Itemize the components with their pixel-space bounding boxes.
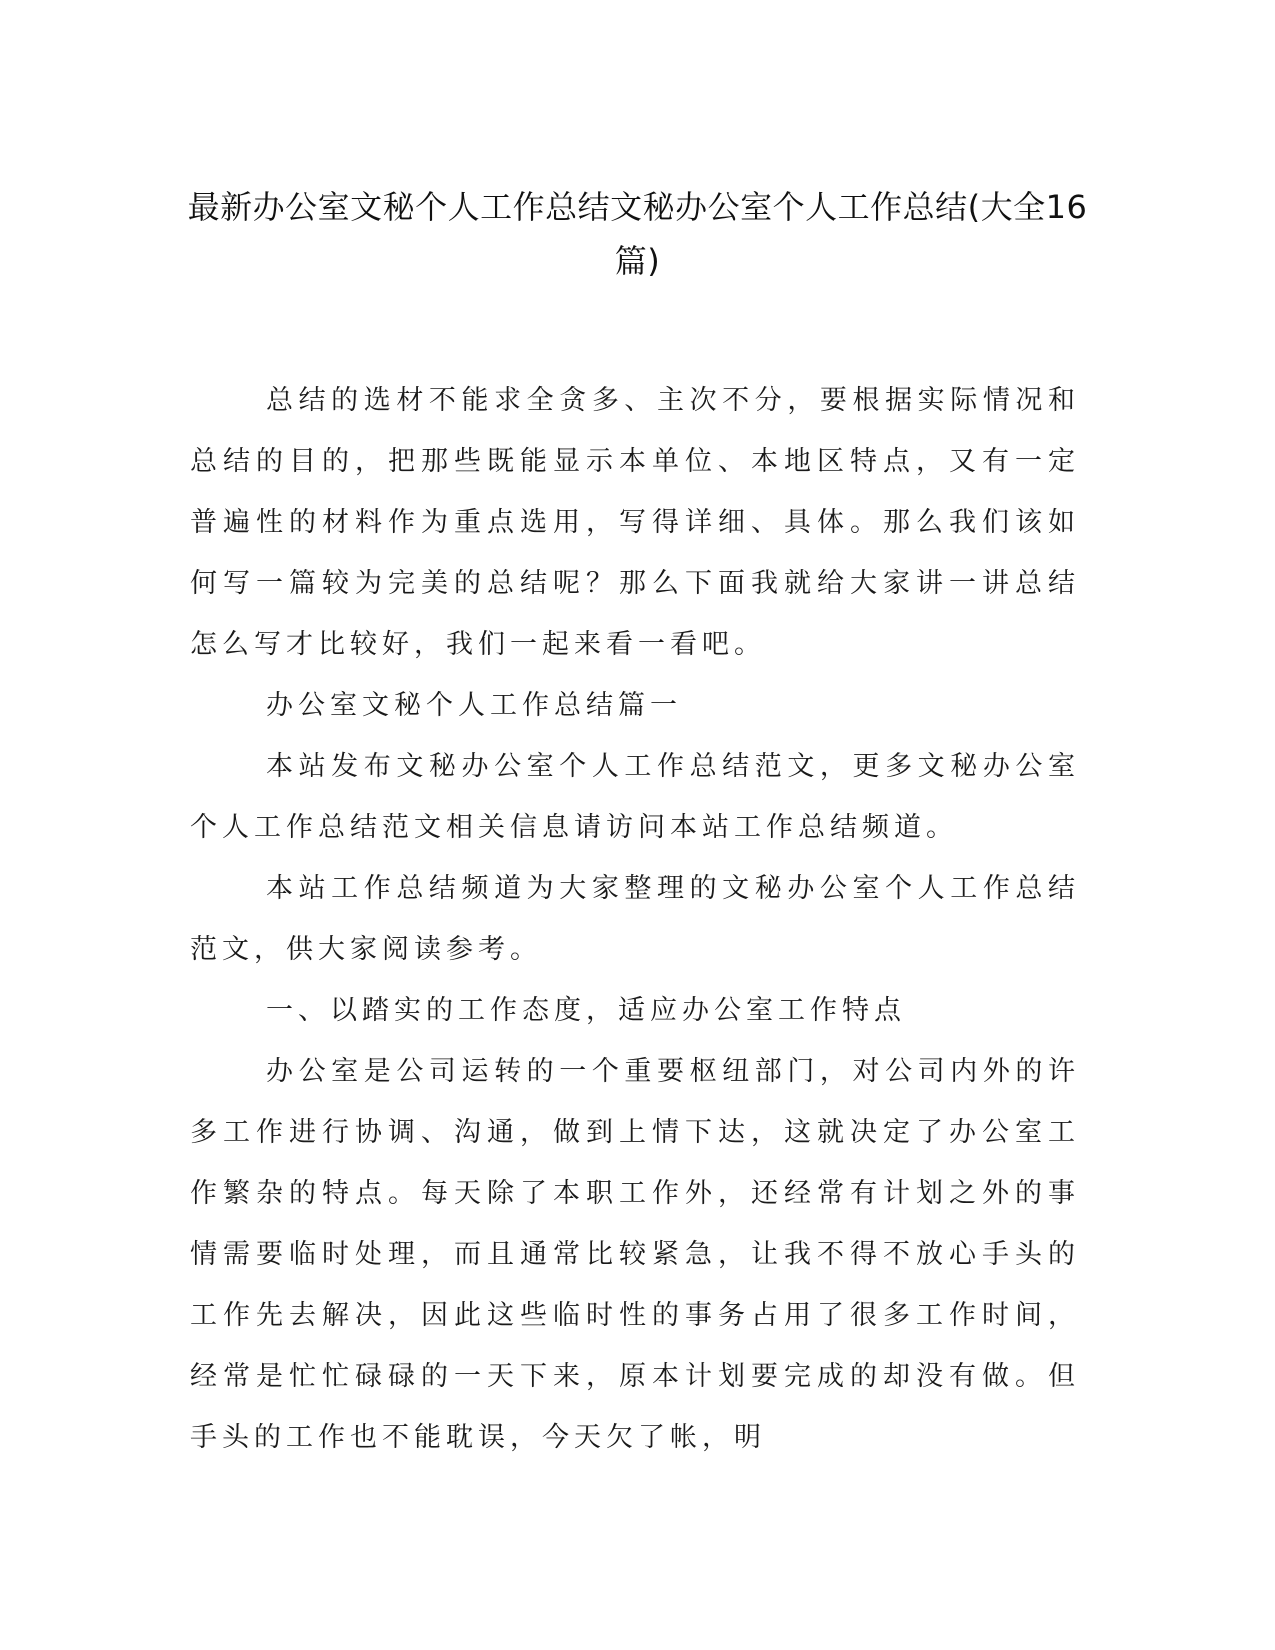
body-paragraph: 办公室是公司运转的一个重要枢纽部门，对公司内外的许多工作进行协调、沟通，做到上情下达，这就决定了办公室工作繁杂的特点。每天除了本职工作外，还经常有计划之外的事情需要临时处理，而且通常比较紧急，让我不得不放心手头的工作先去解决，因此这些临时性的事务占用了很多工作时间，经常是忙忙碌碌的一天下来，原本计划要完成的却没有做。但手头的工作也不能耽误，今天欠了帐，明 [190,1056,1080,1453]
body-paragraph: 本站工作总结频道为大家整理的文秘办公室个人工作总结范文，供大家阅读参考。 [190,873,1080,965]
document-body [190,370,1080,1468]
document-title: 最新办公室文秘个人工作总结文秘办公室个人工作总结(大全16篇) [187,188,1088,280]
body-paragraph: 本站发布文秘办公室个人工作总结范文，更多文秘办公室个人工作总结范文相关信息请访问本站工作总结频道。 [190,751,1080,843]
subheading-work-attitude: 一、以踏实的工作态度，适应办公室工作特点 [266,995,906,1026]
intro-paragraph: 总结的选材不能求全贪多、主次不分，要根据实际情况和总结的目的，把那些既能显示本单位、本地区特点，又有一定普遍性的材料作为重点选用，写得详细、具体。那么我们该如何写一篇较为完美的总结呢？那么下面我就给大家讲一讲总结怎么写才比较好，我们一起来看一看吧。 [190,385,1080,660]
section-heading-part-one: 办公室文秘个人工作总结篇一 [266,690,682,721]
